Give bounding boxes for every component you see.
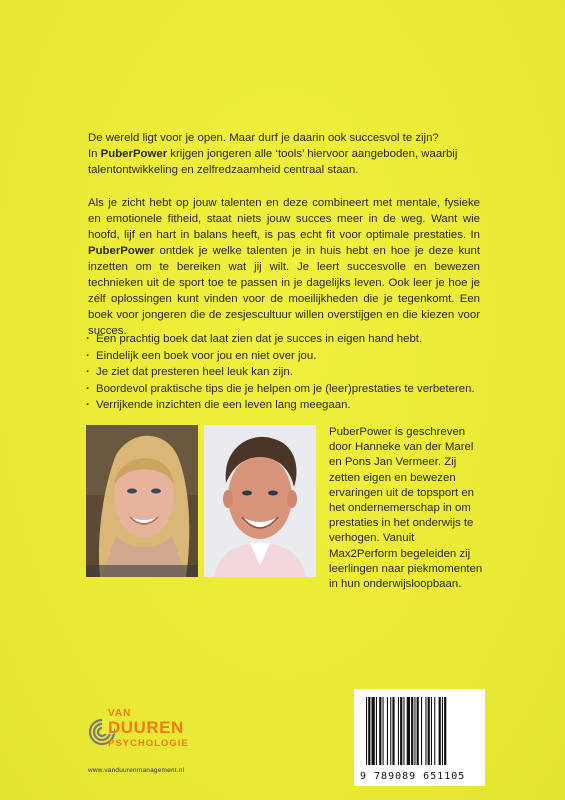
barcode-bar <box>417 697 419 765</box>
logo-duuren: DUUREN <box>108 718 184 737</box>
barcode-bar <box>434 697 435 765</box>
logo-van: VAN <box>108 708 132 719</box>
intro-prefix: In <box>88 148 101 160</box>
list-item: · Boordevol praktische tips die je helpen om je (leer)prestaties te verbeteren. <box>86 381 506 398</box>
barcode-bar <box>442 697 443 765</box>
barcode-bar <box>411 697 413 765</box>
intro-line-1: De wereld ligt voor je open. Maar durf je daarin ook succesvol te zijn? <box>88 132 439 144</box>
intro-rest: krijgen jongeren alle ‘tools’ hiervoor aangeboden, waarbij talentontwikkeling en zelfredzaamheid centraal staan. <box>88 148 458 176</box>
barcode-bar <box>428 697 430 765</box>
author-photo-man <box>204 425 316 577</box>
barcode-bars <box>354 693 485 771</box>
barcode-bar <box>379 697 381 765</box>
barcode-bar <box>431 697 432 765</box>
barcode-bar <box>390 697 391 765</box>
barcode-bar <box>398 697 399 765</box>
logo-psychologie: PSYCHOLOGIE <box>108 738 189 749</box>
brand-name: PuberPower <box>100 148 168 160</box>
brand-name: PuberPower <box>88 245 155 257</box>
barcode-bar <box>444 697 446 765</box>
barcode-bar <box>403 697 404 765</box>
list-item: · Een prachtig boek dat laat zien dat je succes in eigen hand hebt. <box>86 331 506 348</box>
barcode-bar <box>392 697 394 765</box>
barcode-bar <box>376 697 377 765</box>
barcode-bar <box>387 697 388 765</box>
author-bio: PuberPower is geschreven door Hanneke van der Marel en Pons Jan Vermeer. Zij zetten eigen en bewezen ervaringen uit de topsport en het ondernemerschap in om prestaties in het onderwijs te verhogen. Vanuit Max2Perform begeleiden zij leerlingen naar piekmomenten in hun onderwijsloopbaan. <box>329 426 483 591</box>
publisher-url: www.vanduurenmanagement.nl <box>88 767 185 774</box>
list-item: · Eindelijk een boek voor jou en niet over jou. <box>86 348 506 365</box>
isbn-number: 9 789089 651105 <box>360 771 466 782</box>
list-item: · Verrijkende inzichten die een leven lang meegaan. <box>86 397 506 414</box>
list-item: · Je ziet dat presteren heel leuk kan zijn. <box>86 364 506 381</box>
isbn-barcode <box>354 689 485 786</box>
author-photo-woman <box>86 425 198 577</box>
body-part-1: Als je zicht hebt op jouw talenten en deze combineert met mentale, fysieke en emotionele fitheid, staat niets jouw succes meer in de weg. Want wie hoofd, lijf en hart in balans heeft, is pas echt fit voor optimale prestaties. In <box>88 197 480 241</box>
publisher-logo <box>88 706 208 754</box>
barcode-bar <box>407 697 410 765</box>
benefits-list <box>86 331 506 414</box>
barcode-bar <box>421 697 422 765</box>
barcode-bar <box>439 697 441 765</box>
barcode-bar <box>425 697 426 765</box>
barcode-bar <box>366 697 367 765</box>
body-part-2: ontdek je welke talenten je in huis hebt en hoe je deze kunt inzetten om te bereiken wat jij wilt. Je leert succesvolle en bewezen technieken uit de sport toe te passen in je dagelijks leven. Ook leer je hoe je zélf oplossingen kunt vinden voor de moeilijkheden die je tegenkomt. Een boek voor jongeren die de zesjescultuur willen overstijgen en die kiezen voor succes. <box>88 245 480 337</box>
barcode-bar <box>414 697 415 765</box>
intro-line-2 <box>88 146 480 178</box>
barcode-bar <box>400 697 402 765</box>
intro-paragraph <box>88 130 480 178</box>
barcode-bar <box>372 697 375 765</box>
body-paragraph <box>88 195 480 339</box>
barcode-bar <box>368 697 370 765</box>
barcode-bar <box>383 697 384 765</box>
